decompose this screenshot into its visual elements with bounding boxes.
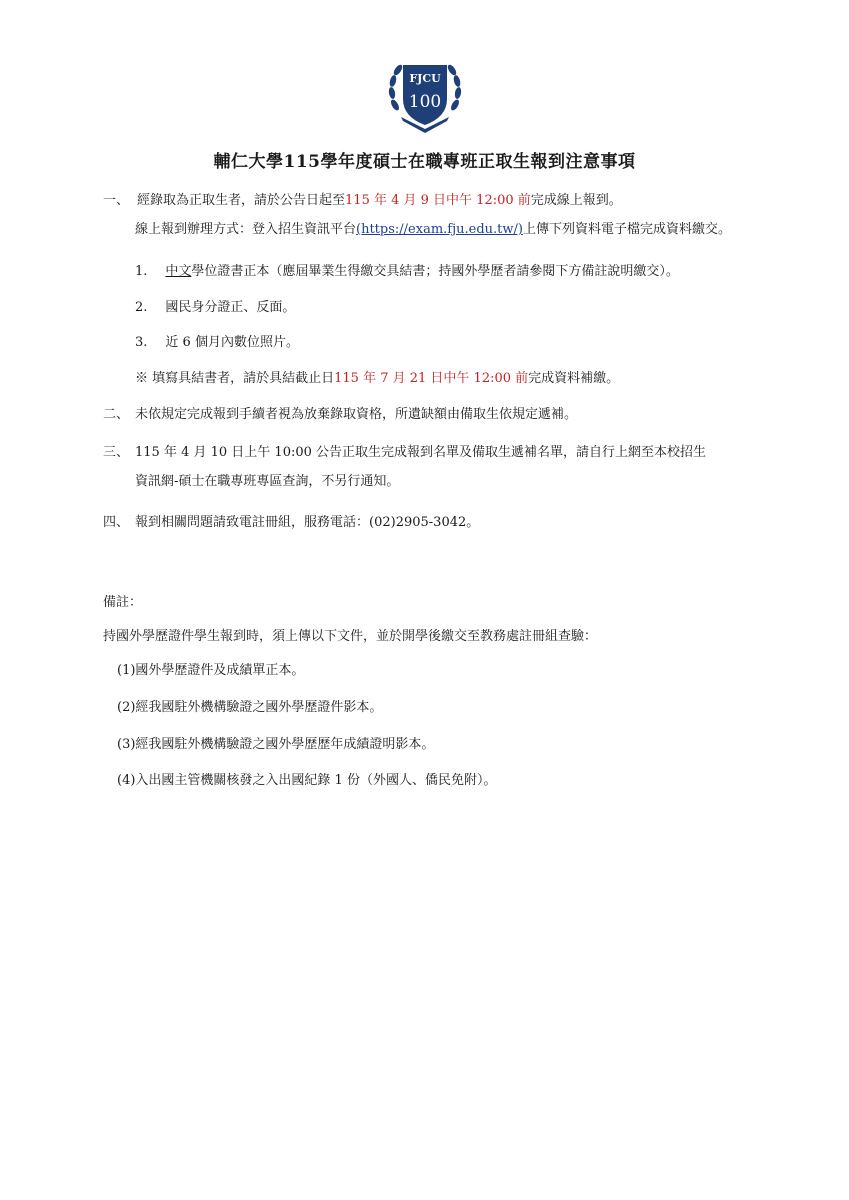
remarks-item-1: (1)國外學歷證件及成績單正本。 [117,663,305,678]
remarks-intro: 持國外學歷證件學生報到時，須上傳以下文件，並於開學後繳交至教務處註冊組查驗： [103,629,598,644]
note-text: ※ 填寫具結書者，請於具結截止日 [135,371,335,386]
doc-text: 國民身分證正、反面。 [165,300,296,315]
logo-number: 100 [408,92,442,112]
doc-number: 2. [135,300,148,315]
item-4 [103,514,479,532]
logo-text: FJCU [409,72,441,85]
remarks-item-2: (2)經我國駐外機構驗證之國外學歷證件影本。 [117,700,383,715]
item-1-post: 完成線上報到。 [530,193,622,208]
page-title: 輔仁大學115學年度碩士在職專班正取生報到注意事項 [213,152,636,172]
fjcu-100-logo [387,55,463,135]
note-line [135,370,619,388]
item-3-number: 三、 [103,445,130,460]
method-text: 線上報到辦理方式：登入招生資訊平台 [135,222,357,237]
item-2 [103,406,577,424]
method-post: 上傳下列資料電子檔完成資料繳交。 [522,222,731,237]
doc-number: 1. [135,264,148,279]
item-1-line-1 [103,192,622,210]
remarks-heading: 備註： [103,595,143,610]
exam-platform-link[interactable]: (https://exam.fju.edu.tw/) [356,222,523,237]
item-3-line-1 [103,444,706,462]
doc-item-2 [135,299,295,317]
remarks-item-3: (3)經我國駐外機構驗證之國外學歷歷年成績證明影本。 [117,737,435,752]
item-1-deadline: 115 年 4 月 9 日中午 12:00 前 [345,193,531,208]
item-1-line-2 [135,221,731,239]
remarks-item-4: (4)入出國主管機關核發之入出國紀錄 1 份（外國人、僑民免附）。 [117,773,497,788]
note-post: 完成資料補繳。 [528,371,620,386]
doc-number: 3. [135,335,148,350]
doc-item-1 [135,263,679,281]
doc-item-3 [135,334,299,352]
item-3-text: 115 年 4 月 10 日上午 10:00 公告正取生完成報到名單及備取生遞補名單，請自行上網至本校招生 [135,445,707,460]
item-3-line-2: 資訊網-碩士在職專班專區查詢，不另行通知。 [135,474,400,489]
note-deadline: 115 年 7 月 21 日中午 12:00 前 [334,371,529,386]
item-4-text: 報到相關問題請致電註冊組，服務電話：(02)2905-3042。 [135,515,480,530]
doc-text: 學位證書正本（應屆畢業生得繳交具結書；持國外學歷者請參閱下方備註說明繳交）。 [191,264,679,279]
item-2-number: 二、 [103,407,130,422]
item-1-number: 一、 [103,193,130,208]
item-2-text: 未依規定完成報到手續者視為放棄錄取資格，所遺缺額由備取生依規定遞補。 [135,407,578,422]
doc-underlined-text: 中文 [165,264,192,279]
doc-text: 近 6 個月內數位照片。 [165,335,299,350]
item-4-number: 四、 [103,515,130,530]
item-1-text: 經錄取為正取生者，請於公告日起至 [137,193,346,208]
